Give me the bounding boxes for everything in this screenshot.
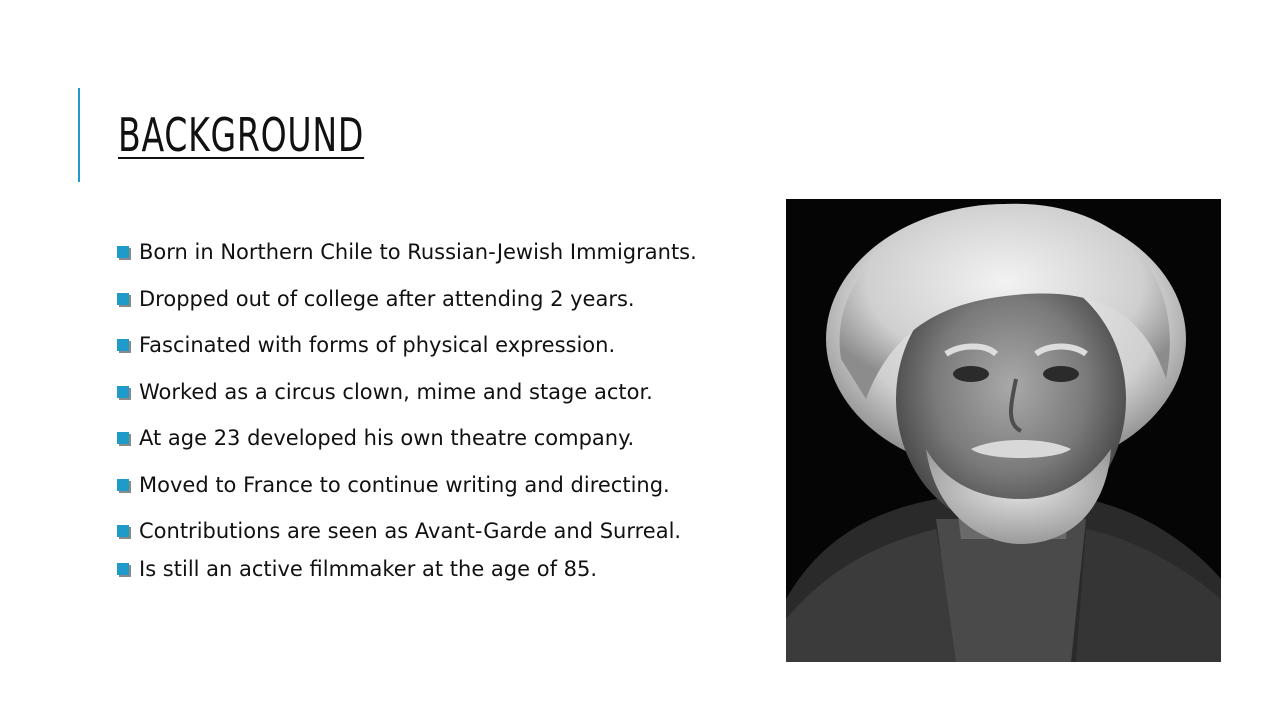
portrait-photo <box>786 199 1221 662</box>
bullet-item <box>115 380 765 404</box>
bullet-text: Is still an active filmmaker at the age of 85. <box>139 557 598 581</box>
checkbox-bullet-icon <box>116 245 132 261</box>
bullet-item <box>115 473 765 497</box>
bullet-item <box>115 519 765 543</box>
bullet-item <box>115 426 765 450</box>
bullet-list <box>115 240 765 604</box>
bullet-text: Contributions are seen as Avant-Garde and Surreal. <box>139 519 682 543</box>
bullet-item <box>115 333 765 357</box>
bullet-item <box>115 287 765 311</box>
bullet-item <box>115 557 765 581</box>
slide-title: BACKGROUND <box>118 108 365 162</box>
bullet-text: Born in Northern Chile to Russian-Jewish Immigrants. <box>139 240 697 264</box>
bullet-text: Fascinated with forms of physical expression. <box>139 333 616 357</box>
checkbox-bullet-icon <box>116 524 132 540</box>
bullet-text: Dropped out of college after attending 2 years. <box>139 286 635 311</box>
bullet-text: Moved to France to continue writing and directing. <box>139 472 670 497</box>
checkbox-bullet-icon <box>116 562 132 578</box>
checkbox-bullet-icon <box>116 292 132 308</box>
title-accent-bar <box>78 88 80 182</box>
bullet-item <box>115 240 765 264</box>
bullet-text: At age 23 developed his own theatre company. <box>139 426 635 450</box>
checkbox-bullet-icon <box>116 385 132 401</box>
bullet-text: Worked as a circus clown, mime and stage actor. <box>139 379 653 404</box>
portrait-photo-icon <box>786 199 1221 662</box>
checkbox-bullet-icon <box>116 478 132 494</box>
checkbox-bullet-icon <box>116 431 132 447</box>
checkbox-bullet-icon <box>116 338 132 354</box>
